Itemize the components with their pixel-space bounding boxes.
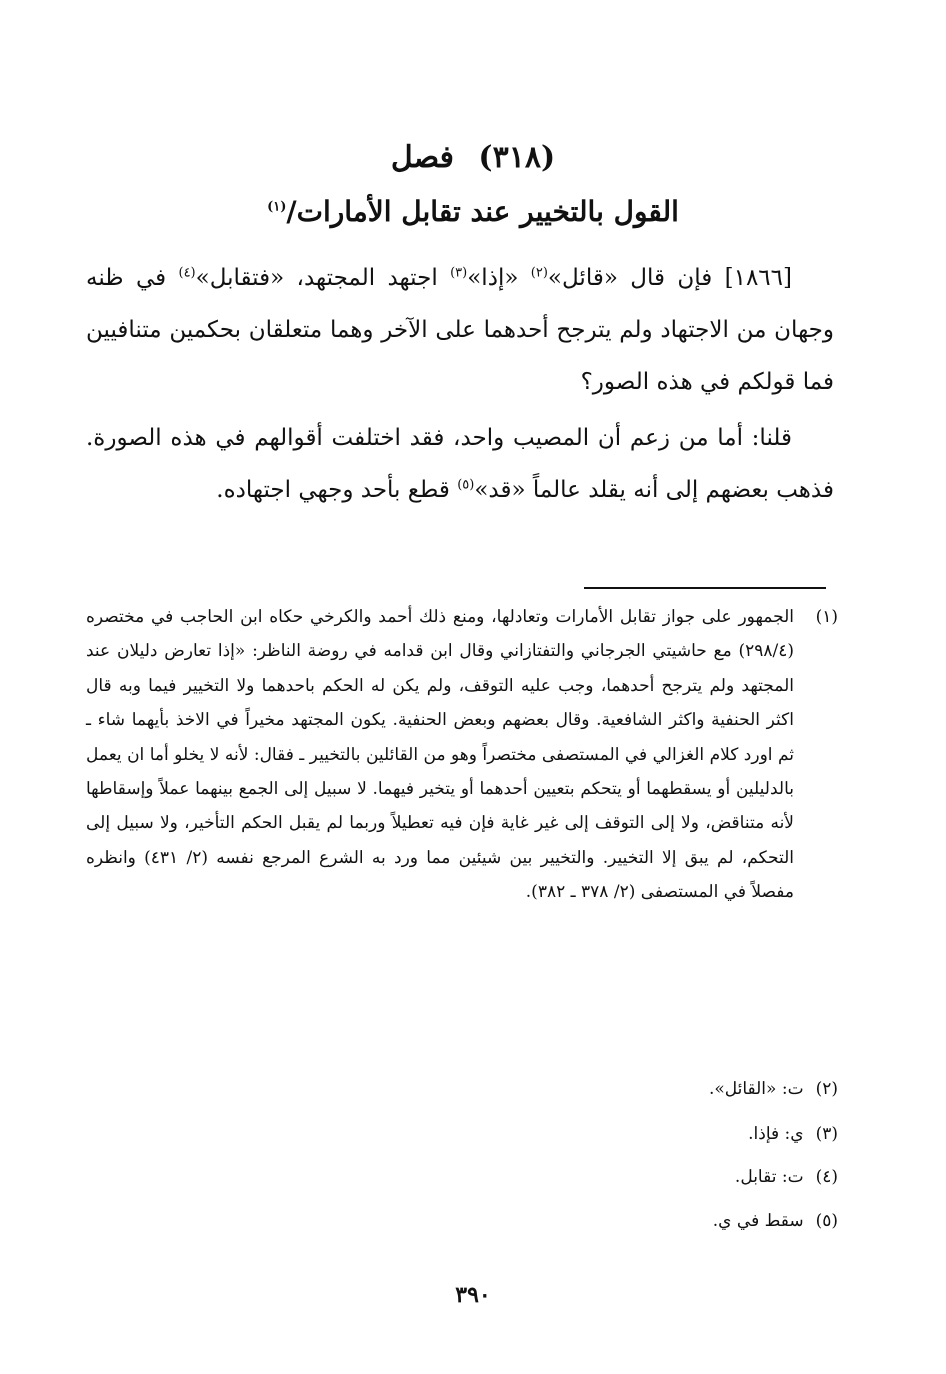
footnote-ref-3: (٣) — [450, 265, 468, 281]
section-subtitle — [0, 192, 946, 232]
footnote-3-number: (٣) — [815, 1124, 838, 1144]
footnote-4 — [500, 1162, 838, 1192]
footnote-2-number: (٢) — [815, 1079, 838, 1099]
footnote-4-number: (٤) — [815, 1167, 838, 1187]
footnote-1-text: الجمهور على جواز تقابل الأمارات وتعادلها، ومنع ذلك أحمد والكرخي حكاه ابن الحاجب في مختصره (٢٩٨/٤) مع حاشيتي الجرجاني والتفتازاني وقال ابن قدامه في روضة الناظر: «إذا تعارض دليلان عند المجتهد ولم يترجح أحدهما، وجب عليه التوقف، ولم يكن له الحكم باحدهما ولا التخيير فيما وبه قال اكثر الحنفية واكثر الشافعية. وقال بعضهم وبعض الحنفية. يكون المجتهد مخيراً في الاخذ بأيهما شاء ـ ثم اورد كلام الغزالي في المستصفى مختصراً وهو من القائلين بالتخيير ـ فقال: لأنه لا يخلو أما ان يعمل بالدليلين أو يسقطهما أو يتحكم بتعيين أحدهما أو يتخير فيهما. لا سبيل إلى الجمع بينهما عملاً وإسقاطها لأنه متناقض، ولا إلى التوقف إلى غير غاية فإن فيه تعطيلاً وربما لم يقبل الحكم التأخير، ولا سبيل إلى التحكم، لم يبق إلا التخيير. والتخيير بين شيئين مما ورد به الشرع المرجع نفسه (٢/ ٤٣١) وانظره مفصلاً في المستصفى (٢/ ٣٧٨ ـ ٣٨٢). — [86, 607, 794, 903]
footnote-ref-5: (٥) — [457, 477, 475, 493]
footnote-ref-1: (١) — [267, 199, 287, 215]
p1-text-a: فإن قال «قائل» — [547, 265, 713, 291]
footnote-2 — [500, 1074, 838, 1104]
p1-text-d: في ظنه وجهان من الاجتهاد ولم يترجح أحدهما على الآخر وهما متعلقان بحكمين متنافيين فما قولكم في هذه الصور؟ — [86, 265, 834, 395]
footnote-5-text: سقط في ي. — [712, 1211, 804, 1231]
paragraph-1 — [86, 252, 834, 408]
footnote-5 — [500, 1206, 838, 1236]
p2-text-a: قلنا: أما من زعم أن المصيب واحد، فقد اختلفت أقوالهم في هذه الصورة. فذهب بعضهم إلى أنه يقلد عالماً «قد» — [86, 425, 834, 503]
p1-text-b: «إذا» — [467, 265, 531, 291]
footnote-separator — [584, 587, 826, 589]
footnote-3-text: ي: فإذا. — [748, 1124, 804, 1144]
footnote-2-text: ت: «القائل». — [708, 1079, 804, 1099]
footnote-1 — [86, 600, 838, 910]
paragraph-2 — [86, 412, 834, 516]
chapter-heading — [0, 138, 946, 178]
chapter-number: (٣١٨) — [478, 140, 556, 175]
footnote-4-text: ت: تقابل. — [734, 1167, 804, 1187]
p1-text-c: اجتهد المجتهد، «فتقابل» — [195, 265, 451, 291]
footnote-1-number: (١) — [815, 607, 838, 627]
paragraph-ref-number: [١٨٦٦] — [724, 265, 792, 291]
chapter-word: فصل — [390, 140, 454, 175]
subtitle-text: القول بالتخيير عند تقابل الأمارات/ — [286, 195, 679, 228]
page-number: ٣٩٠ — [455, 1282, 491, 1308]
footnote-5-number: (٥) — [815, 1211, 838, 1231]
footnote-ref-2: (٢) — [530, 265, 548, 281]
footnote-3 — [500, 1119, 838, 1149]
footnote-ref-4: (٤) — [178, 265, 196, 281]
p2-text-b: قطع بأحد وجهي اجتهاده. — [216, 477, 458, 503]
